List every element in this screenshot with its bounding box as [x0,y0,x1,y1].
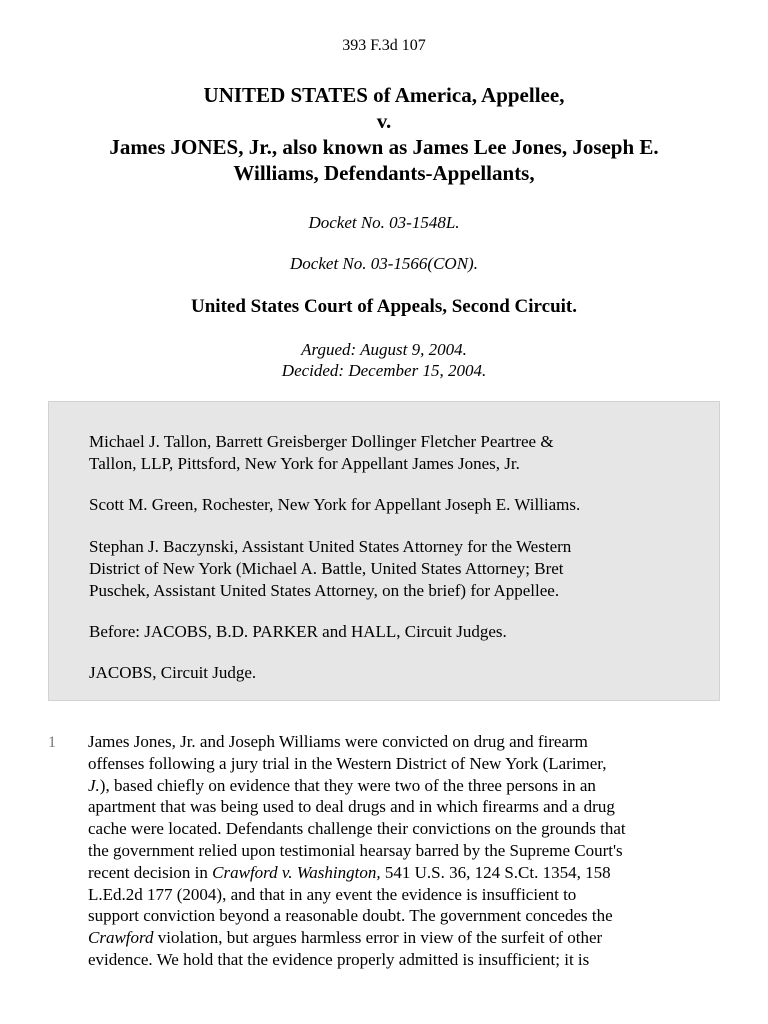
counsel-gov-line-3: Puschek, Assistant United States Attorney, on the brief) for Appellee. [89,581,560,600]
counsel-appellant-williams: Scott M. Green, Rochester, New York for Appellant Joseph E. Williams. [89,495,581,514]
opinion-line-7-end: 541 U.S. 36, 124 S.Ct. 1354, 158 [380,862,611,882]
opinion-line-7-start: recent decision in [88,862,213,882]
opinion-line-3: ), based chiefly on evidence that they were two of the three persons in an [99,775,596,795]
opinion-case-name-crawford-v-washington: Crawford v. Washington, [212,862,381,882]
counsel-appellee [89,536,689,602]
opinion-line-11: evidence. We hold that the evidence properly admitted is insufficient; it is [88,949,590,969]
caption-versus: v. [376,109,392,133]
opinion-line-1: James Jones, Jr. and Joseph Williams were convicted on drug and firearm [88,732,588,751]
case-dates [0,339,768,381]
caption-appellants-line-2: Williams, Defendants-Appellants, [233,161,535,185]
court-name: United States Court of Appeals, Second Circuit. [191,296,577,317]
docket-number-1: Docket No. 03-1548L. [308,213,460,232]
opinion-line-8: L.Ed.2d 177 (2004), and that in any event the evidence is insufficient to [88,884,577,904]
opinion-judge-abbrev: J. [88,775,100,795]
argued-date: Argued: August 9, 2004. [301,340,467,359]
docket-number-2: Docket No. 03-1566(CON). [290,254,478,273]
opinion-line-2: offenses following a jury trial in the Western District of New York (Larimer, [88,753,607,773]
decided-date: Decided: December 15, 2004. [281,361,487,380]
paragraph-number: 1 [48,734,56,751]
panel-judges: Before: JACOBS, B.D. PARKER and HALL, Circuit Judges. [89,622,507,641]
opinion-line-9: support conviction beyond a reasonable doubt. The government concedes the [88,906,613,926]
counsel-appellant-jones [89,431,689,475]
opinion-author: JACOBS, Circuit Judge. [89,663,257,682]
opinion-line-5: cache were located. Defendants challenge their convictions on the grounds that [88,819,626,839]
opinion-line-4: apartment that was being used to deal drugs and in which firearms and a drug [88,797,615,817]
opinion-line-10: violation, but argues harmless error in view of the surfeit of other [153,928,603,948]
opinion-line-6: the government relied upon testimonial hearsay barred by the Supreme Court's [88,840,623,860]
counsel-panel [48,401,720,701]
counsel-gov-line-2: District of New York (Michael A. Battle, United States Attorney; Bret [89,559,564,578]
caption-appellee-line: UNITED STATES of America, Appellee, [203,83,565,107]
case-citation: 393 F.3d 107 [342,37,426,54]
case-caption [40,82,728,186]
counsel-gov-line-1: Stephan J. Baczynski, Assistant United States Attorney for the Western [89,537,572,556]
counsel-jones-line-1: Michael J. Tallon, Barrett Greisberger Dollinger Fletcher Peartree & [89,432,554,451]
opinion-paragraph [88,731,738,971]
counsel-jones-line-2: Tallon, LLP, Pittsford, New York for Appellant James Jones, Jr. [89,454,520,473]
opinion-case-name-crawford: Crawford [88,928,154,948]
caption-appellants-line-1: James JONES, Jr., also known as James Lee Jones, Joseph E. [109,135,659,159]
